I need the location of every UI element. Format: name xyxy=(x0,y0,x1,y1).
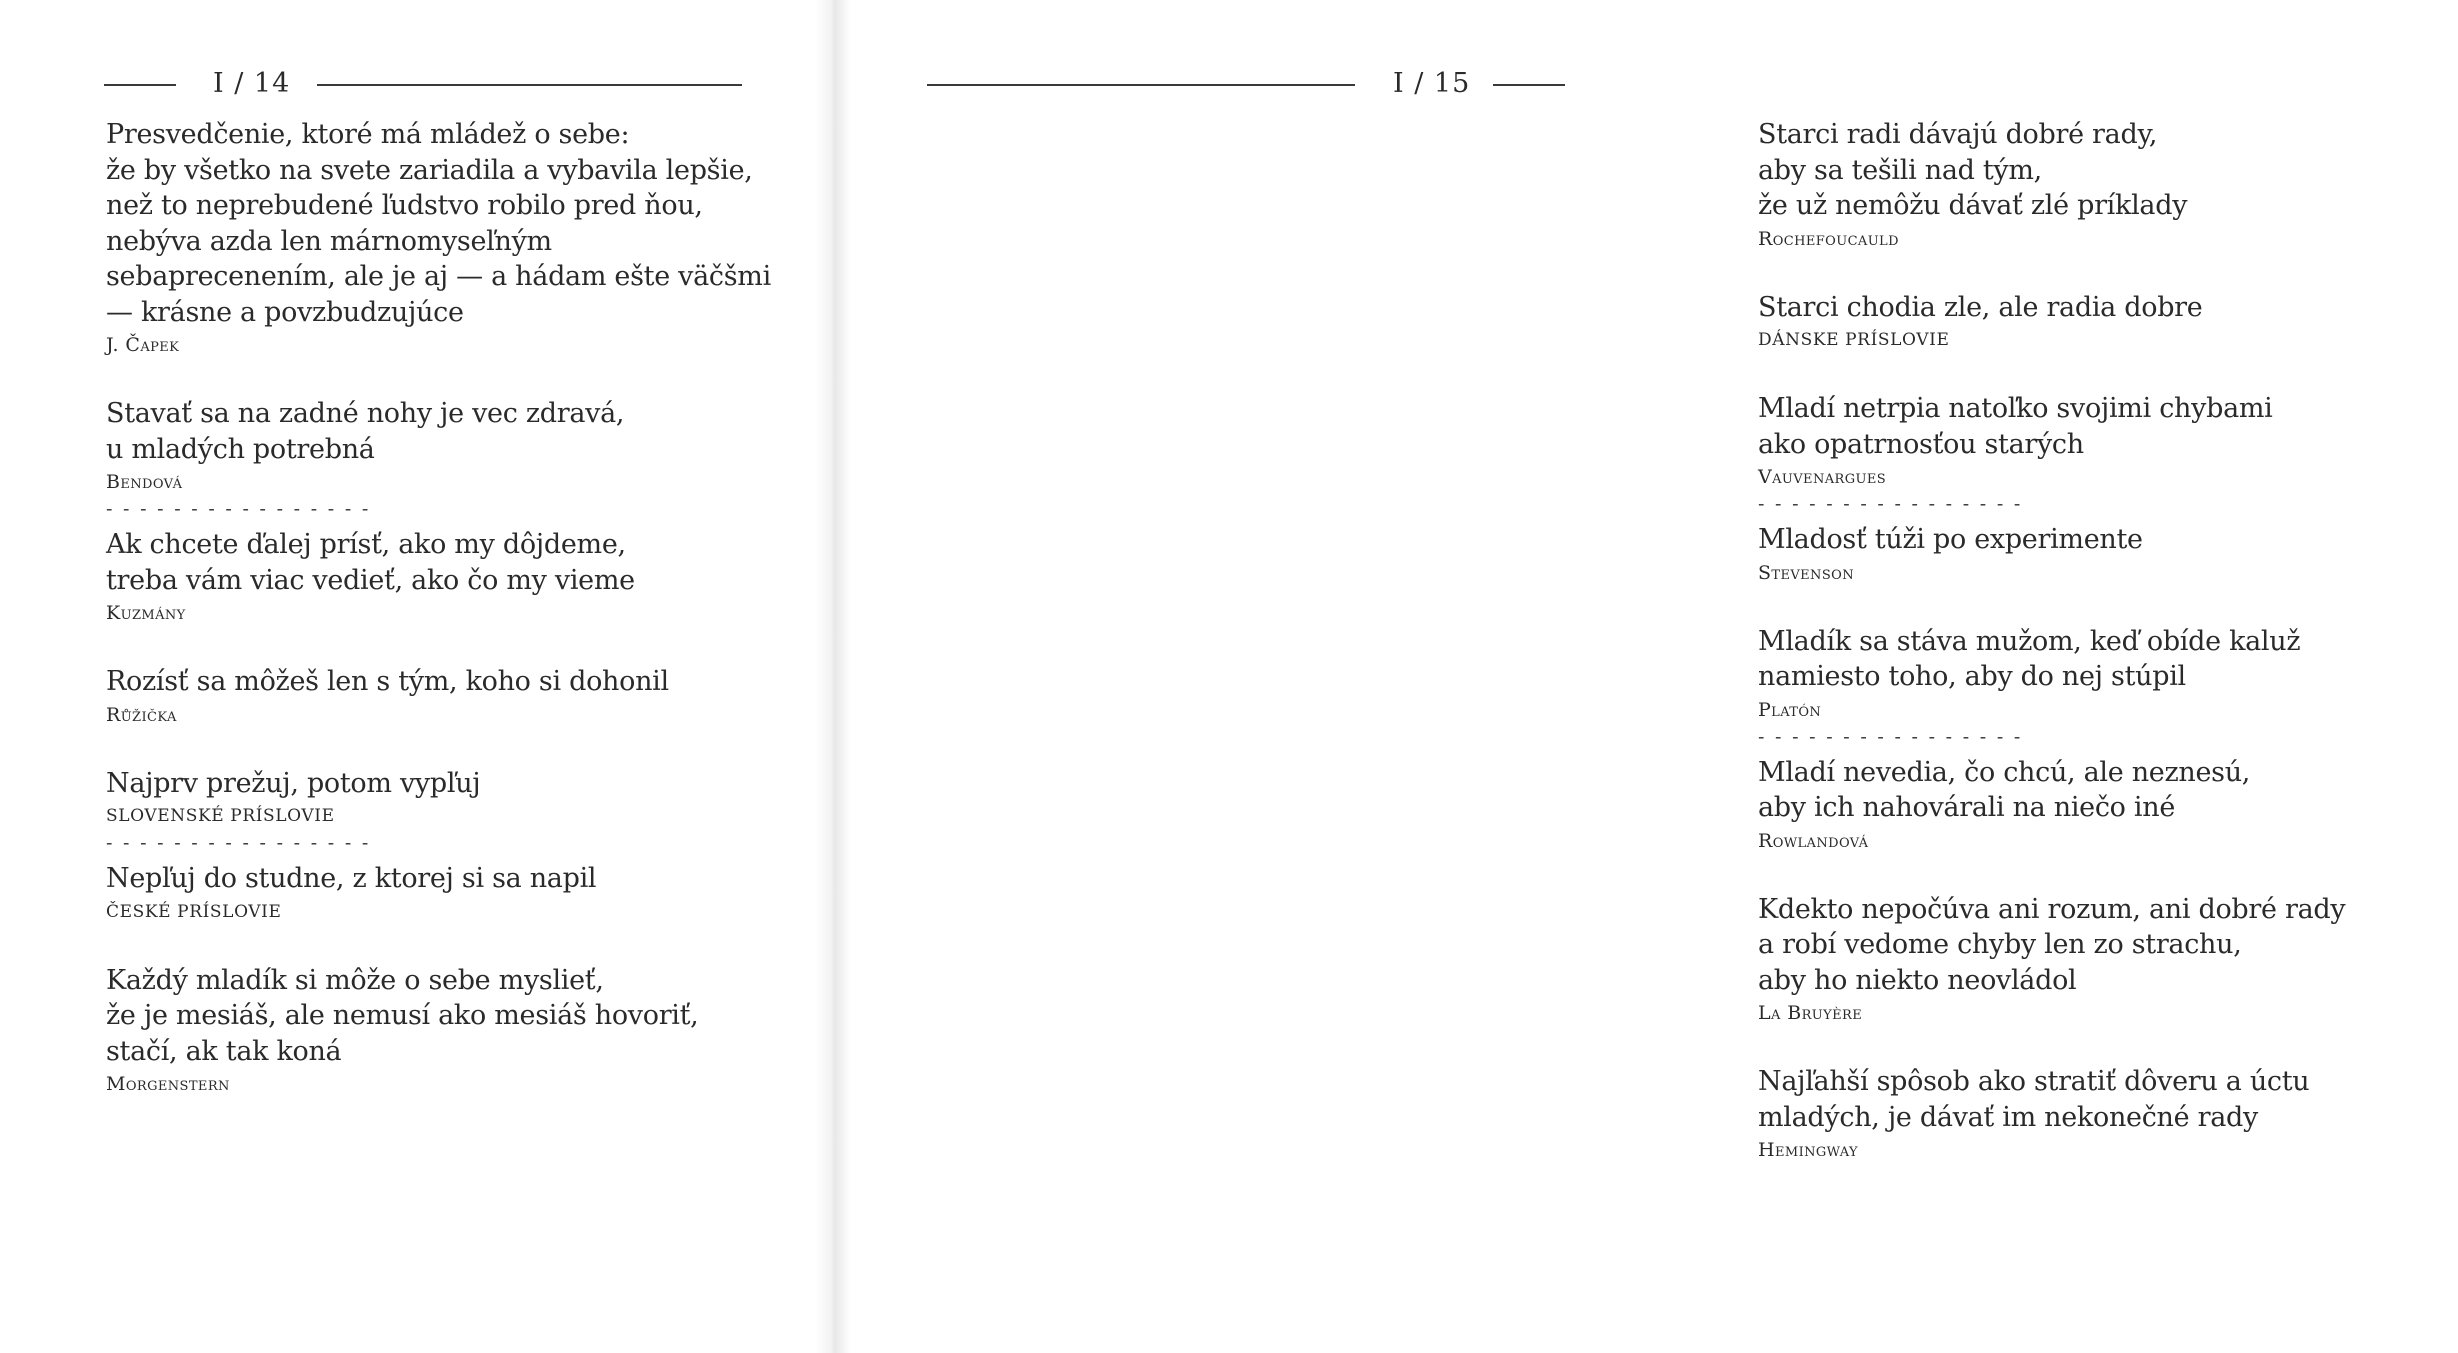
left-page-header xyxy=(0,66,831,102)
quote-author: ČESKÉ PRÍSLOVIE xyxy=(106,901,282,922)
quote-entry xyxy=(1758,624,2458,725)
quote-text: Rozísť sa môžeš len s tým, koho si dohonil xyxy=(106,666,669,697)
quote-entry xyxy=(106,396,806,497)
quote-text: Starci radi dávajú dobré rady, aby sa tešili nad tým, že už nemôžu dávať zlé príklady xyxy=(1758,119,2188,221)
entry-spacer xyxy=(1758,856,2458,892)
dashed-separator: - - - - - - - - - - - - - - - - xyxy=(106,498,371,520)
quote-entry xyxy=(106,664,806,730)
page-number: I / 14 xyxy=(213,68,291,99)
quote-author: Kuzmány xyxy=(106,602,186,624)
quote-author: DÁNSKE PRÍSLOVIE xyxy=(1758,330,1950,350)
page-number: I / 15 xyxy=(1393,68,1471,99)
left-quote-list xyxy=(106,117,806,1099)
quote-entry xyxy=(106,963,806,1100)
quote-author: Vauvenargues xyxy=(1758,466,1887,488)
entry-spacer xyxy=(106,628,806,664)
quote-text: Najprv prežuj, potom vypľuj xyxy=(106,767,481,799)
entry-spacer xyxy=(106,360,806,396)
quote-entry xyxy=(106,861,806,927)
header-rule-short xyxy=(104,84,176,86)
quote-author: Platón xyxy=(1758,698,1822,721)
quote-author: Rowlandová xyxy=(1758,829,1869,852)
right-page xyxy=(831,0,2346,1353)
header-rule-long xyxy=(927,84,1355,86)
quote-entry xyxy=(1758,755,2458,856)
entry-spacer xyxy=(1758,1028,2458,1064)
quote-author: Rochefoucauld xyxy=(1758,227,1899,250)
quote-text: Kdekto nepočúva ani rozum, ani dobré rady a robí vedome chyby len zo strachu, aby ho niekto neovládol xyxy=(1758,893,2346,996)
dashed-separator: - - - - - - - - - - - - - - - - xyxy=(1758,493,2023,515)
quote-entry xyxy=(1758,391,2458,492)
quote-text: Mladosť túži po experimente xyxy=(1758,524,2143,555)
quote-entry xyxy=(106,117,806,360)
quote-entry xyxy=(106,527,806,628)
quote-author: Růžička xyxy=(106,703,177,726)
dashed-separator: - - - - - - - - - - - - - - - - xyxy=(1758,725,2023,748)
entry-spacer xyxy=(1758,355,2458,391)
quote-entry xyxy=(1758,522,2458,588)
left-page xyxy=(0,0,831,1353)
right-page-header xyxy=(831,66,1663,102)
entry-spacer xyxy=(106,730,806,766)
quote-text: Mladík sa stáva mužom, keď obíde kaluž namiesto toho, aby do nej stúpil xyxy=(1758,625,2301,692)
quote-text: Každý mladík si môže o sebe myslieť, že je mesiáš, ale nemusí ako mesiáš hovoriť, stačí, ak tak koná xyxy=(106,964,699,1067)
quote-author: J. Čapek xyxy=(106,334,180,356)
entry-spacer xyxy=(1758,254,2458,290)
entry-spacer xyxy=(106,927,806,963)
quote-entry xyxy=(106,766,806,832)
header-rule-short xyxy=(1493,84,1565,86)
quote-text: Mladí nevedia, čo chcú, ale neznesú, aby ich nahovárali na niečo iné xyxy=(1758,756,2251,823)
quote-entry xyxy=(1758,290,2458,356)
quote-author: Morgenstern xyxy=(106,1073,230,1095)
quote-text: Nepľuj do studne, z ktorej si sa napil xyxy=(106,863,597,894)
quote-text: Najľahší spôsob ako stratiť dôveru a úctu mladých, je dávať im nekonečné rady xyxy=(1758,1066,2310,1133)
quote-author: Stevenson xyxy=(1758,561,1854,584)
quote-author: Hemingway xyxy=(1758,1139,1859,1161)
right-quote-list xyxy=(1758,117,2458,1165)
quote-entry xyxy=(1758,1064,2458,1165)
quote-text: Presvedčenie, ktoré má mládež o sebe: že by všetko na svete zariadila a vybavila lepšie, než to neprebudené ľudstvo robilo pred ňou, nebýva azda len márnomyseľným sebaprecenením, ale je aj — a hádam ešte väčšmi — krásne a povzbudzujúce xyxy=(106,119,771,328)
entry-spacer xyxy=(1758,588,2458,624)
quote-entry xyxy=(1758,117,2458,254)
header-rule-long xyxy=(317,84,742,86)
quote-author: La Bruyère xyxy=(1758,1002,1863,1024)
quote-author: Bendová xyxy=(106,471,183,493)
quote-text: Stavať sa na zadné nohy je vec zdravá, u mladých potrebná xyxy=(106,398,625,465)
dashed-separator: - - - - - - - - - - - - - - - - xyxy=(106,832,371,854)
quote-text: Ak chcete ďalej prísť, ako my dôjdeme, treba vám viac vedieť, ako čo my vieme xyxy=(106,529,635,596)
quote-text: Mladí netrpia natoľko svojimi chybami ako opatrnosťou starých xyxy=(1758,393,2273,460)
quote-entry xyxy=(1758,892,2458,1029)
quote-text: Starci chodia zle, ale radia dobre xyxy=(1758,291,2203,323)
quote-author: SLOVENSKÉ PRÍSLOVIE xyxy=(106,806,335,826)
